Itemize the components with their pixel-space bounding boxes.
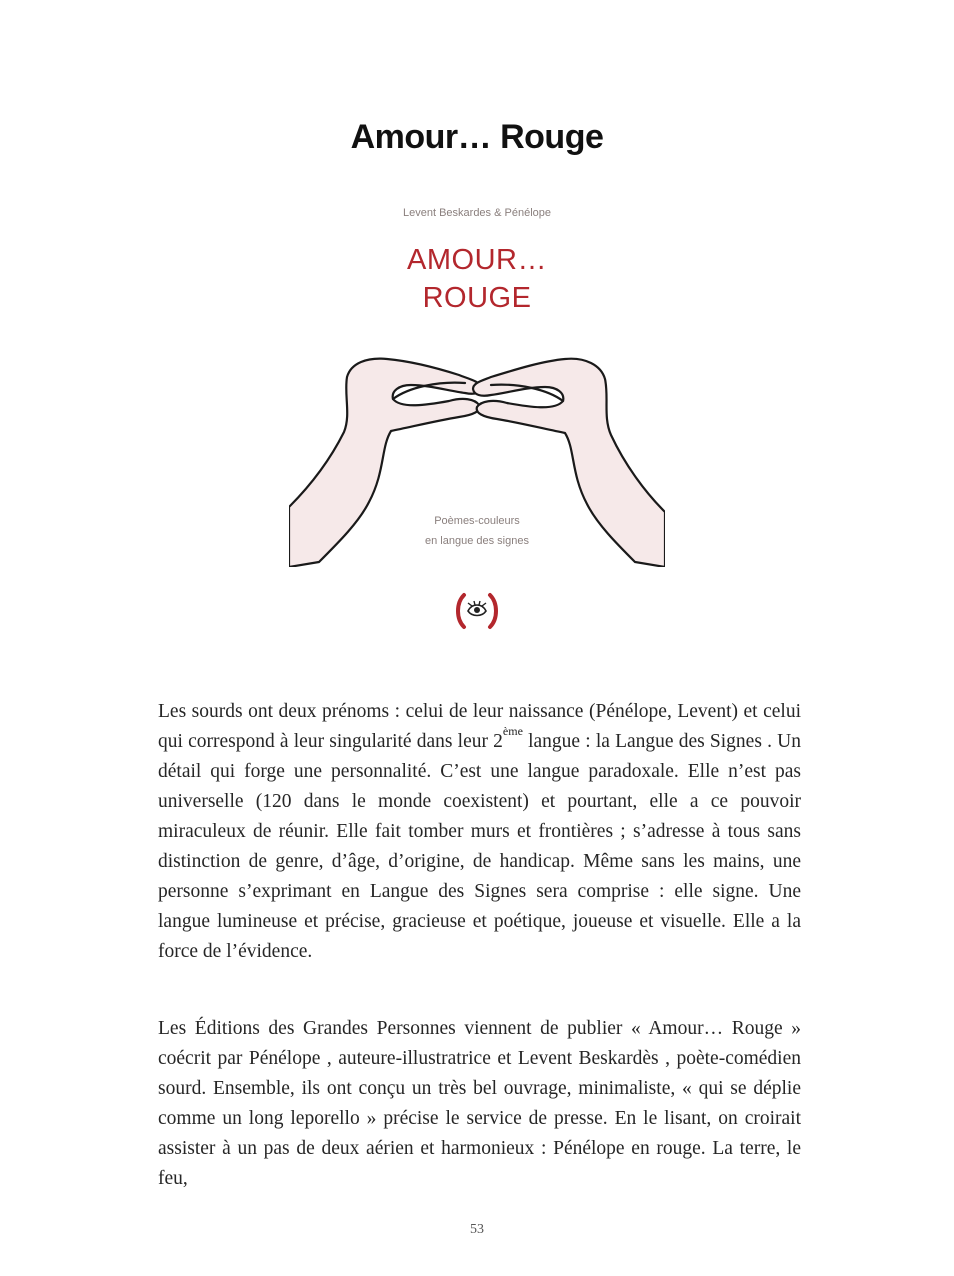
cover-authors: Levent Beskardes & Pénélope [403, 207, 551, 219]
cover-subtitle-line2: en langue des signes [425, 535, 529, 547]
paragraph-1-text-b: langue : la Langue des Signes . Un détail qui forge une personnalité. C’est une langue paradoxale. Elle n’est pas universelle (120 dans le monde coexistent) et pourtant, elle a ce pouvoir miraculeux de réunir. Elle fait tomber murs et frontières ; s’adresse à tous sans distinction de genre, d’âge, d’origine, de handicap. Même sans les mains, une personne s’exprimant en Langue des Signes sera comprise : elle signe. Une langue lumineuse et précise, gracieuse et poétique, joueuse et visuelle. Elle a la force de l’évidence. [158, 731, 801, 962]
page-number: 53 [470, 1222, 484, 1237]
cover-title-line1: AMOUR… [407, 244, 547, 276]
paragraph-1-text-a: Les sourds ont deux prénoms : celui de leur naissance (Pénélope, Levent) et celui qui correspond à leur singularité dans leur 2 [158, 701, 801, 752]
superscript-eme: ème [502, 724, 523, 738]
paragraph-1 [158, 697, 801, 967]
publisher-logo-icon [454, 591, 500, 631]
paragraph-2 [158, 1014, 801, 1194]
cover-title-line2: ROUGE [422, 282, 532, 314]
cover-title [289, 241, 665, 317]
page-title: Amour… Rouge [350, 118, 604, 156]
cover-subtitle [289, 511, 665, 551]
cover-subtitle-line1: Poèmes-couleurs [434, 515, 520, 527]
book-cover-image [289, 187, 665, 653]
paragraph-2-text: Les Éditions des Grandes Personnes viennent de publier « Amour… Rouge » coécrit par Pénélope , auteure-illustratrice et Levent Beskardès , poète-comédien sourd. Ensemble, ils ont conçu un très bel ouvrage, minimaliste, « qui se déplie comme un long leporello » précise le service de presse. En le lisant, on croirait assister à un pas de deux aérien et harmonieux : Pénélope en rouge. La terre, le feu, [158, 1018, 801, 1189]
